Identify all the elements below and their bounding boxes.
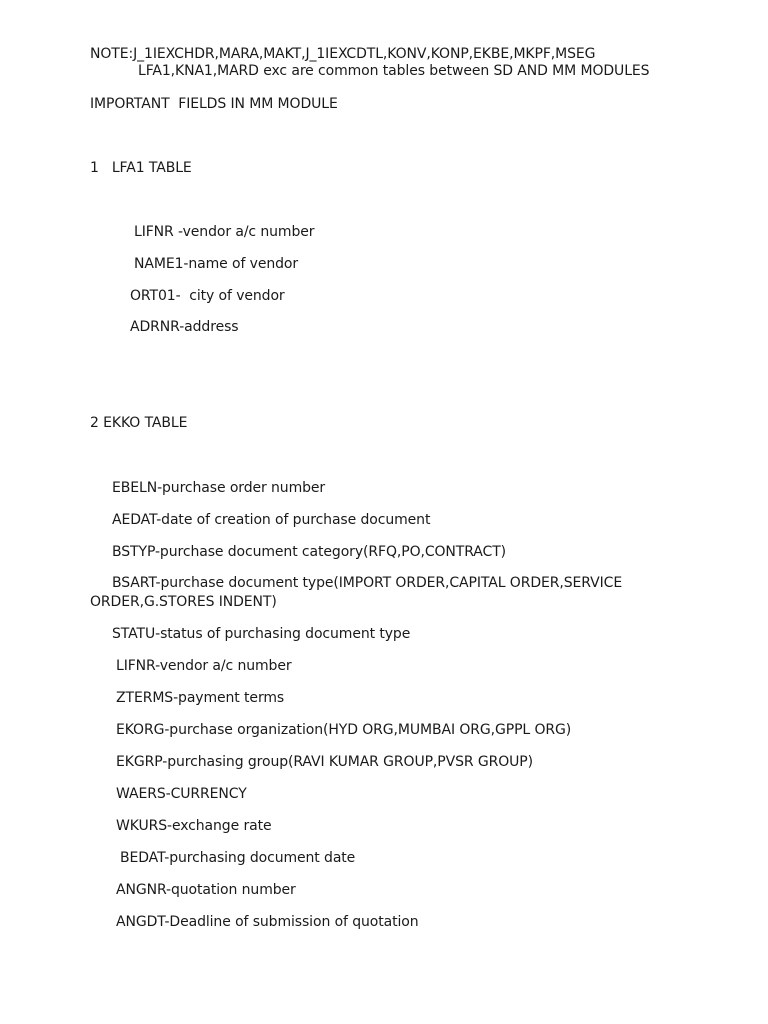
section-heading: IMPORTANT FIELDS IN MM MODULE — [90, 96, 338, 112]
ekko-field-bsart-continued: ORDER,G.STORES INDENT) — [90, 594, 277, 610]
ekko-field-ekorg: EKORG-purchase organization(HYD ORG,MUMBAI ORG,GPPL ORG) — [116, 722, 572, 738]
ekko-field-zterms: ZTERMS-payment terms — [116, 690, 285, 706]
lfa1-field-adrnr: ADRNR-address — [130, 319, 239, 335]
ekko-field-ekgrp: EKGRP-purchasing group(RAVI KUMAR GROUP,PVSR GROUP) — [116, 754, 534, 770]
ekko-table-title: 2 EKKO TABLE — [90, 415, 188, 431]
ekko-field-bsart: BSART-purchase document type(IMPORT ORDER,CAPITAL ORDER,SERVICE — [112, 575, 623, 591]
lfa1-field-lifnr: LIFNR -vendor a/c number — [134, 224, 315, 240]
ekko-field-wkurs: WKURS-exchange rate — [116, 818, 272, 834]
lfa1-table-title: 1 LFA1 TABLE — [90, 160, 192, 176]
ekko-field-angnr: ANGNR-quotation number — [116, 882, 296, 898]
ekko-field-lifnr: LIFNR-vendor a/c number — [116, 658, 292, 674]
ekko-field-ebeln: EBELN-purchase order number — [112, 480, 326, 496]
lfa1-field-name1: NAME1-name of vendor — [134, 256, 299, 272]
ekko-field-statu: STATU-status of purchasing document type — [112, 626, 411, 642]
ekko-field-bstyp: BSTYP-purchase document category(RFQ,PO,CONTRACT) — [112, 544, 507, 560]
note-line-1: NOTE:J_1IEXCHDR,MARA,MAKT,J_1IEXCDTL,KONV,KONP,EKBE,MKPF,MSEG — [90, 46, 596, 62]
ekko-field-angdt: ANGDT-Deadline of submission of quotation — [116, 914, 419, 930]
note-line-2: LFA1,KNA1,MARD exc are common tables between SD AND MM MODULES — [138, 63, 650, 79]
lfa1-field-ort01: ORT01- city of vendor — [130, 288, 285, 304]
ekko-field-aedat: AEDAT-date of creation of purchase document — [112, 512, 431, 528]
ekko-field-waers: WAERS-CURRENCY — [116, 786, 247, 802]
ekko-field-bedat: BEDAT-purchasing document date — [120, 850, 356, 866]
